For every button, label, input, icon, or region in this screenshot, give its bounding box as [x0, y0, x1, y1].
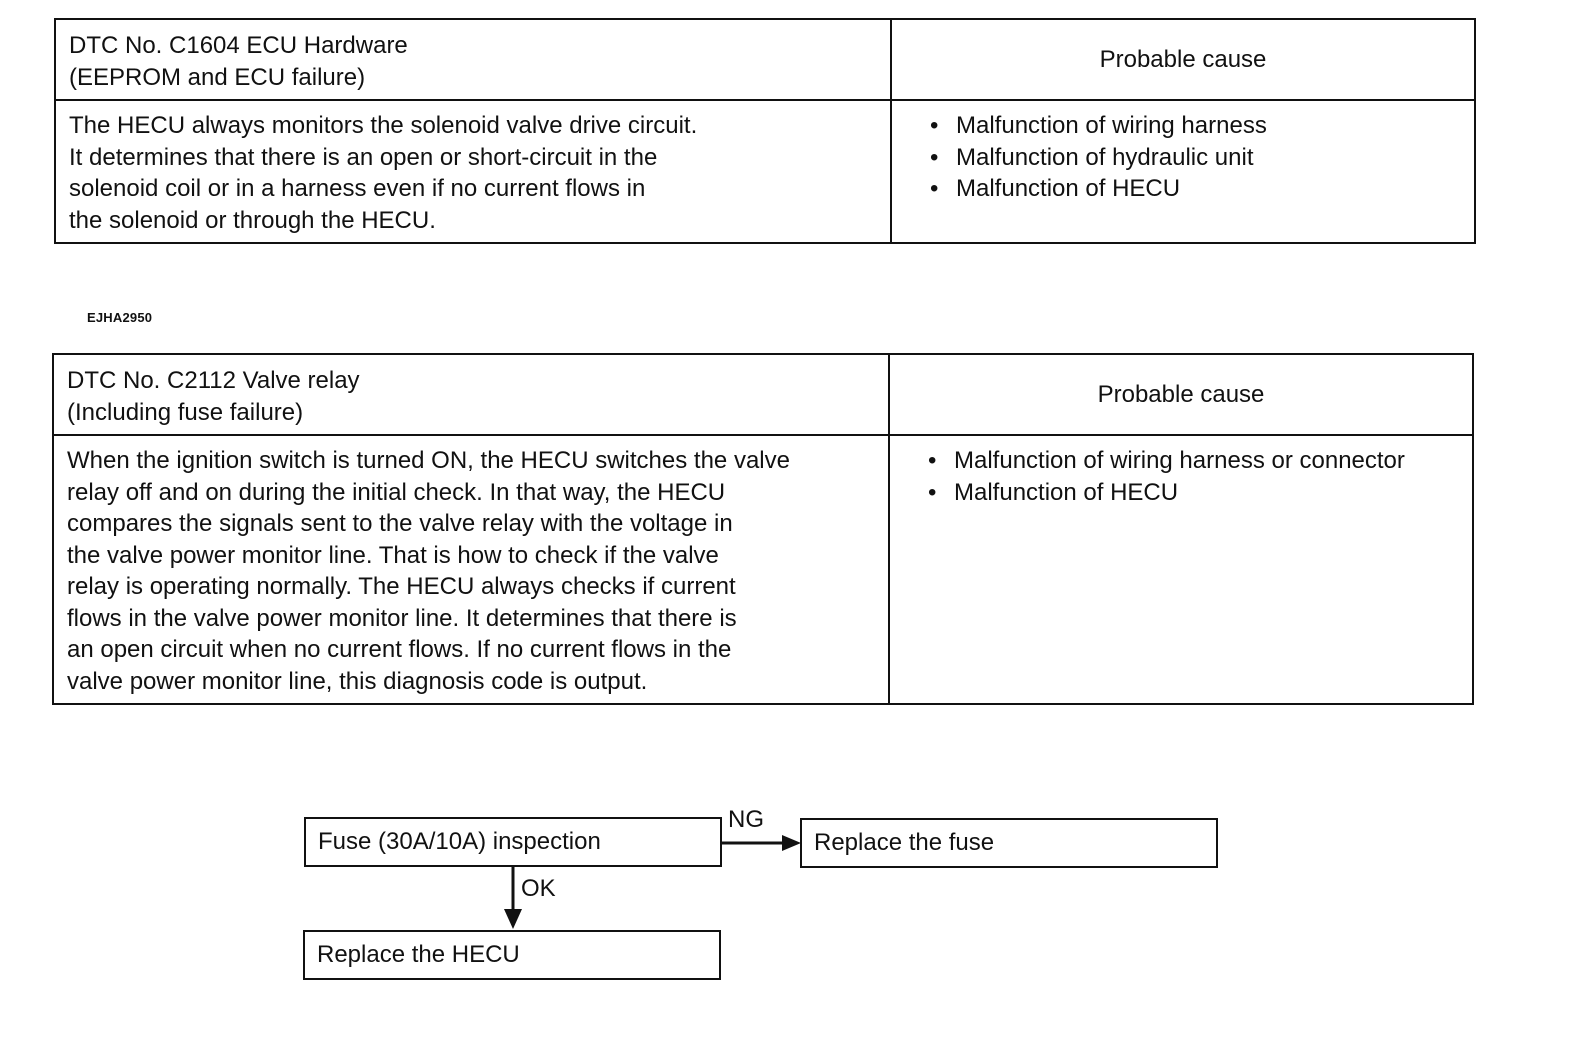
dtc-title-line: (EEPROM and ECU failure) — [69, 63, 366, 91]
description-line: relay off and on during the initial check. In that way, the HECU — [67, 478, 726, 506]
fuse-inspection-box: Fuse (30A/10A) inspection — [304, 817, 722, 867]
ok-label: OK — [521, 875, 556, 902]
dtc-title-line: DTC No. C2112 Valve relay — [67, 367, 360, 394]
description-line: compares the signals sent to the valve relay with the voltage in — [67, 510, 733, 537]
description-line: When the ignition switch is turned ON, the HECU switches the valve — [67, 447, 790, 474]
dtc-title-line: (Including fuse failure) — [67, 398, 304, 426]
description-line: flows in the valve power monitor line. It determines that there is — [67, 604, 737, 632]
probable-cause-header: Probable cause — [889, 354, 1473, 435]
description-line: solenoid coil or in a harness even if no current flows in — [69, 175, 646, 202]
ng-arrow — [722, 835, 801, 851]
description-line: an open circuit when no current flows. If no current flows in the — [67, 636, 732, 663]
ok-arrow — [504, 867, 522, 929]
description-line: The HECU always monitors the solenoid valve drive circuit. — [69, 112, 698, 139]
probable-cause-header: Probable cause — [891, 19, 1475, 100]
cause-item: • Malfunction of HECU — [930, 173, 1462, 205]
cause-item: • Malfunction of hydraulic unit — [930, 142, 1462, 174]
cause-item: • Malfunction of HECU — [928, 477, 1460, 509]
dtc-title-line: DTC No. C1604 ECU Hardware — [69, 32, 408, 59]
replace-fuse-box: Replace the fuse — [800, 818, 1218, 868]
figure-label: EJHA2950 — [87, 310, 153, 325]
description-line: the valve power monitor line. That is how to check if the valve — [67, 541, 719, 569]
cause-item: • Malfunction of wiring harness — [930, 110, 1462, 142]
description-line: relay is operating normally. The HECU always checks if current — [67, 573, 736, 600]
ng-label: NG — [728, 806, 764, 833]
replace-hecu-box: Replace the HECU — [303, 930, 721, 980]
cause-item: • Malfunction of wiring harness or connector — [928, 445, 1460, 477]
description-line: the solenoid or through the HECU. — [69, 206, 436, 234]
description-line: It determines that there is an open or short-circuit in the — [69, 143, 658, 171]
description-line: valve power monitor line, this diagnosis code is output. — [67, 667, 648, 695]
